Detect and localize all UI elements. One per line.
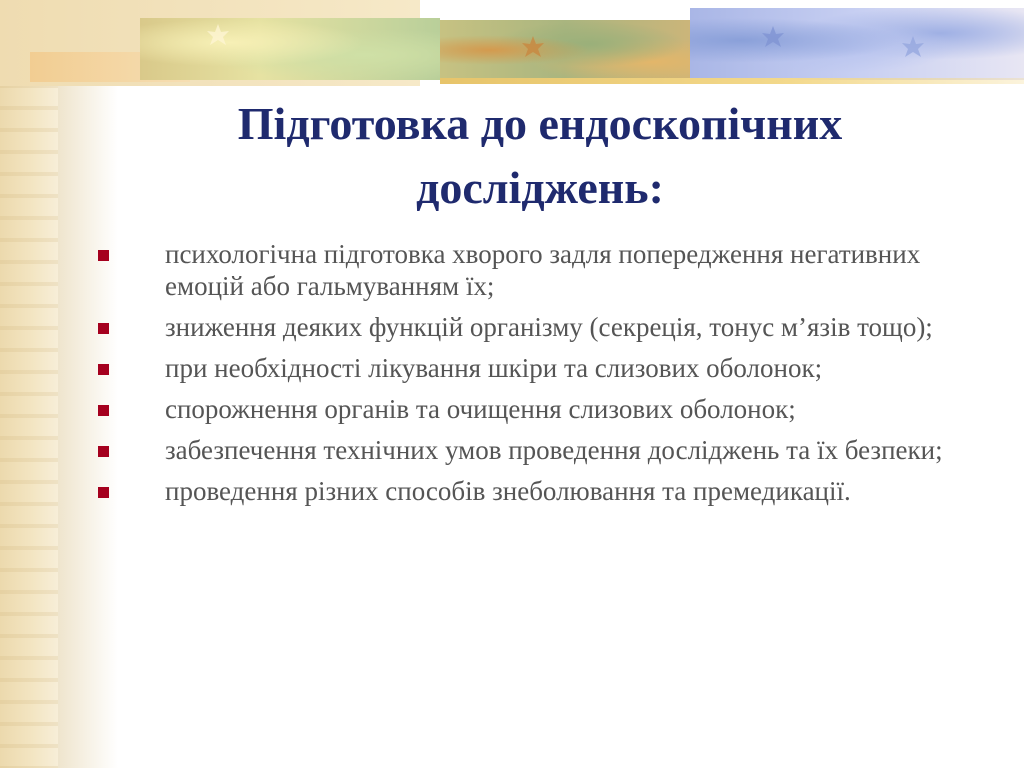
bullet-item <box>95 475 995 507</box>
leaf-icon <box>205 22 231 48</box>
banner-blue-photo-right <box>690 8 1024 80</box>
leaf-icon <box>520 34 546 60</box>
leaf-icon <box>900 34 926 60</box>
bullet-text: при необхідності лікування шкіри та слизових оболонок; <box>165 353 823 383</box>
slide-title-line: досліджень: <box>416 162 664 213</box>
bullet-item <box>95 352 995 384</box>
bullet-item <box>95 393 995 425</box>
bullet-text: забезпечення технічних умов проведення досліджень та їх безпеки; <box>165 435 943 465</box>
square-bullet-icon <box>98 405 109 416</box>
banner-leaf-photo-middle <box>440 20 690 80</box>
square-bullet-icon <box>98 446 109 457</box>
square-bullet-icon <box>98 250 109 261</box>
bullet-item <box>95 238 995 302</box>
slide-title-line: Підготовка до ендоскопічних <box>237 98 843 149</box>
bullet-text: психологічна підготовка хворого задля попередження негативних емоцій або гальмуванням їх; <box>165 239 921 301</box>
banner-top-gap <box>680 0 1024 8</box>
square-bullet-icon <box>98 487 109 498</box>
bullet-text: зниження деяких функцій організму (секреція, тонус м’язів тощо); <box>165 312 933 342</box>
bullet-item <box>95 434 995 466</box>
square-bullet-icon <box>98 364 109 375</box>
bullet-text: проведення різних способів знеболювання та премедикації. <box>165 476 851 506</box>
bullet-list <box>95 238 995 516</box>
bullet-text: спорожнення органів та очищення слизових оболонок; <box>165 394 796 424</box>
slide-title <box>120 92 960 220</box>
banner-gold-stripe <box>440 78 1024 84</box>
square-bullet-icon <box>98 323 109 334</box>
leaf-icon <box>760 24 786 50</box>
parchment-strip <box>0 0 58 768</box>
bullet-item <box>95 311 995 343</box>
banner-leaf-photo-left <box>140 18 440 80</box>
